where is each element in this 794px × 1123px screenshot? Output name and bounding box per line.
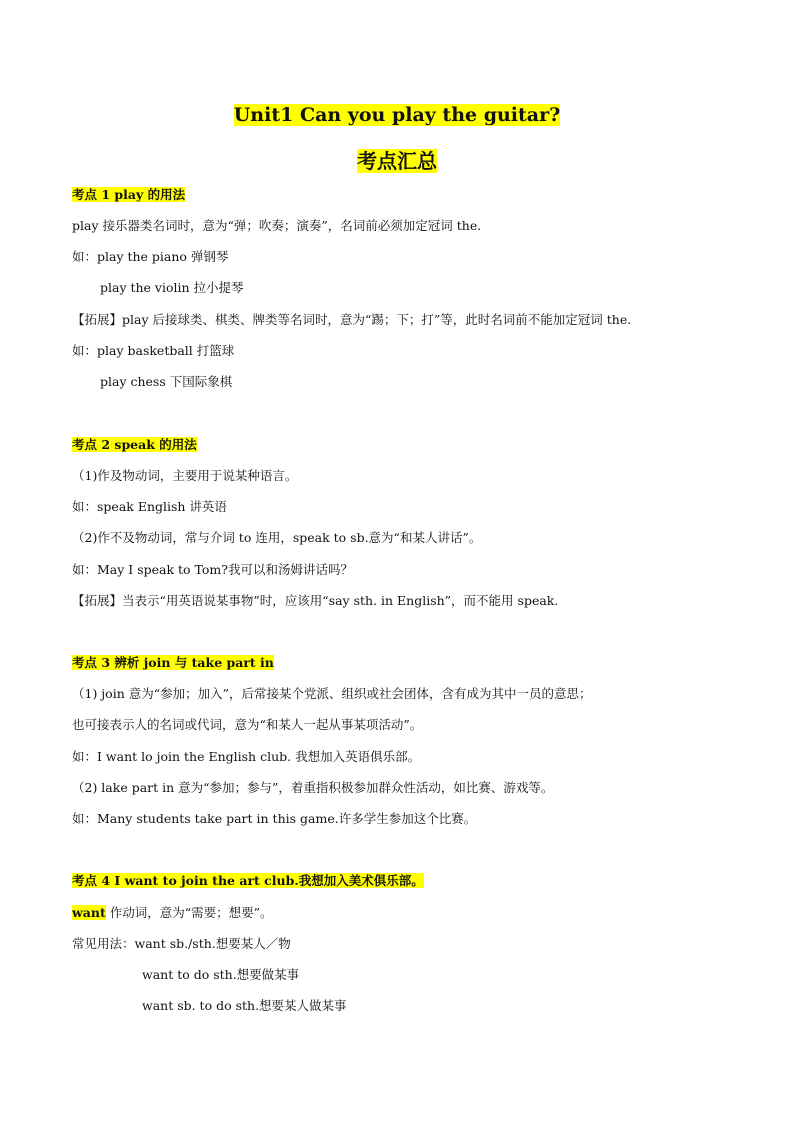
section-1-line-2: 如：play the piano 弹钢琴 bbox=[72, 249, 229, 264]
doc-subtitle: 考点汇总 bbox=[357, 149, 437, 173]
section-4-line-4: want sb. to do sth.想要某人做某事 bbox=[142, 998, 347, 1013]
doc-title: Unit1 Can you play the guitar? bbox=[233, 104, 561, 126]
section-1-line-5: 如：play basketball 打篮球 bbox=[72, 343, 235, 358]
section-2-line-1: （1)作及物动词，主要用于说某种语言。 bbox=[72, 468, 298, 483]
section-3-heading: 考点 3 辨析 join 与 take part in bbox=[72, 655, 274, 670]
section-3-line-5: 如：Many students take part in this game.许多学生参加这个比赛。 bbox=[72, 811, 477, 826]
section-3-line-1: （1) join 意为“参加；加入”，后常接某个党派、组织或社会团体，含有成为其中一员的意思； bbox=[72, 686, 592, 701]
section-1-line-3: play the violin 拉小提琴 bbox=[100, 280, 244, 295]
section-2-heading: 考点 2 speak 的用法 bbox=[72, 437, 197, 452]
section-1-line-4: 【拓展】play 后接球类、棋类、牌类等名词时，意为“踢；下；打”等，此时名词前不能加定冠词 the. bbox=[72, 312, 632, 327]
section-4-line-2: 常见用法：want sb./sth.想要某人／物 bbox=[72, 936, 291, 951]
keyword-want: want bbox=[72, 905, 106, 920]
section-2-line-4: 如：May I speak to Tom?我可以和汤姆讲话吗？ bbox=[72, 562, 353, 577]
section-4-line-3: want to do sth.想要做某事 bbox=[142, 967, 300, 982]
section-4-line-1: want 作动词，意为“需要；想要”。 bbox=[72, 905, 273, 920]
section-1-heading: 考点 1 play 的用法 bbox=[72, 187, 186, 202]
section-3-line-3: 如：I want lo join the English club. 我想加入英语俱乐部。 bbox=[72, 749, 421, 764]
section-1-line-1: play 接乐器类名词时，意为“弹；吹奏；演奏”，名词前必须加定冠词 the. bbox=[72, 218, 482, 233]
section-4-heading: 考点 4 I want to join the art club.我想加入美术俱乐部。 bbox=[72, 873, 424, 888]
section-2-line-3: （2)作不及物动词，常与介词 to 连用，speak to sb.意为“和某人讲话”。 bbox=[72, 530, 482, 545]
section-3-line-2: 也可接表示人的名词或代词，意为“和某人一起从事某项活动”。 bbox=[72, 717, 423, 732]
section-2-line-5: 【拓展】当表示“用英语说某事物”时，应该用“say sth. in English”，而不能用 speak. bbox=[72, 593, 559, 608]
section-3-line-4: （2) lake part in 意为“参加；参与”，着重指积极参加群众性活动，如比赛、游戏等。 bbox=[72, 780, 554, 795]
section-2-line-2: 如：speak English 讲英语 bbox=[72, 499, 227, 514]
section-1-line-6: play chess 下国际象棋 bbox=[100, 374, 233, 389]
